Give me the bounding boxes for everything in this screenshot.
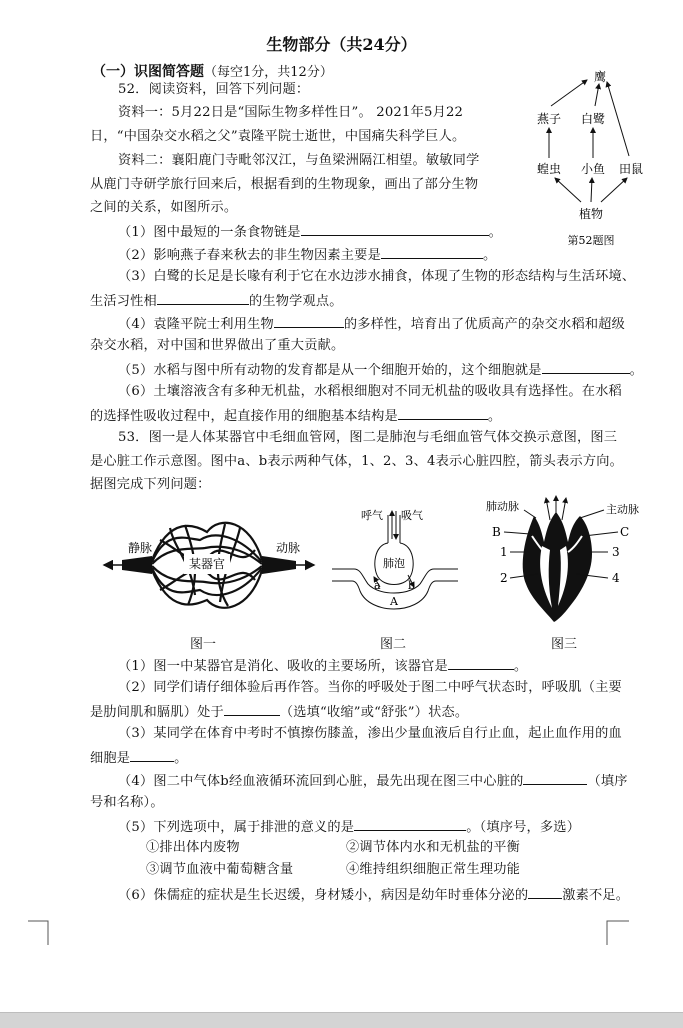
q53-sub1-text: （1）图一中某器官是消化、吸收的主要场所，该器官是 [118,659,448,674]
q53-line1: 53．图一是人体某器官中毛细血管网，图二是肺泡与毛细血管气体交换示意图，图三 [118,430,618,445]
q53-option-2: ②调节体内水和无机盐的平衡 [346,840,521,855]
web-egret: 白鹭 [580,112,606,126]
web-swallow: 燕子 [536,112,562,126]
q52-material1-line2: 日，“中国杂交水稻之父”袁隆平院士逝世，中国痛失科学巨人。 [90,129,466,144]
q52-material2-line1: 资料二：襄阳鹿门寺毗邻汉江，与鱼梁洲隔江相望。敏敏同学 [118,153,480,168]
fig2-inhale-label: 吸气 [401,509,423,522]
q52-sub3-post: 的生物学观点。 [248,294,343,309]
period: 。 [629,363,643,378]
fig3-aorta-label: 主动脉 [606,503,639,516]
fig2-vessel-A-label: A [390,595,398,608]
q52-sub4-line1 [118,314,625,334]
period: 。 [513,659,528,674]
q53-line2: 是心脏工作示意图。图中a、b表示两种气体，1、2、3、4表示心脏四腔，箭头表示方向。 [90,454,624,469]
q52-sub5 [118,360,643,380]
answer-blank[interactable] [224,702,280,716]
fig1-vein-label: 静脉 [127,541,153,555]
answer-blank[interactable] [398,406,488,420]
q52-sub2 [118,245,496,265]
section-note: （每空1分，共12分） [204,65,333,80]
fig3-pulmonary-artery-label: 肺动脉 [486,500,519,513]
fig2-alveolus-label: 肺泡 [383,557,405,570]
arrow-mouse-eagle [607,82,629,156]
q53-sub2-line2 [90,702,468,722]
period: 。 [482,248,497,263]
fig2-caption: 图二 [380,637,407,652]
fig3-label-C: C [620,525,630,539]
period: 。 [488,225,503,240]
q52-sub3-line2 [90,291,343,311]
q53-sub6 [118,885,629,905]
q53-sub5-note: （填序号，多选） [479,820,581,835]
figure-1-capillary-network [100,510,318,630]
q52-material1-line1: 资料一：5月22日是“国际生物多样性日”。 2021年5月22 [118,105,464,120]
section-heading [92,61,333,81]
q52-sub3-line1: （3）白鹭的长足是长喙有利于它在水边涉水捕食，体现了生物的形态结构与生活环境、 [118,269,636,284]
q52-sub4-post: 的多样性，培育出了优质高产的杂交水稻和超级 [343,317,625,332]
web-mouse: 田鼠 [618,162,644,176]
figure-3-heart [484,494,644,630]
q53-sub3-line1: （3）某同学在体育中考时不慎擦伤膝盖，渗出少量血液后自行止血，起止血作用的血 [118,726,622,741]
fig3-label-B: B [492,525,501,539]
q53-option-4: ④维持组织细胞正常生理功能 [346,862,521,877]
q52-material2-line2: 从鹿门寺研学旅行回来后，根据看到的生物现象，画出了部分生物 [90,177,479,192]
q53-sub4-line1 [118,771,628,791]
answer-blank[interactable] [157,291,249,305]
q53-sub1 [118,656,527,676]
page-title: 生物部分（共24分） [266,35,417,54]
q52-sub1 [118,222,502,242]
answer-blank[interactable] [130,748,174,762]
q52-intro: 52．阅读资料，回答下列问题： [118,82,310,97]
q52-sub6-line2 [90,406,501,426]
fig3-caption: 图三 [551,637,578,652]
q53-sub3-text: 细胞是 [90,751,131,766]
fig1-vein-vessel [122,556,152,574]
web-plant: 植物 [578,207,604,221]
fig1-caption: 图一 [190,637,217,652]
period: 。 [466,820,480,835]
answer-blank[interactable] [381,245,483,259]
q53-sub6-pre: （6）侏儒症的症状是生长迟缓，身材矮小，病因是幼年时垂体分泌的 [118,888,529,903]
fig3-label-2: 2 [500,571,508,585]
q53-line3: 据图完成下列问题： [90,477,211,492]
arrow-egret-eagle [595,84,599,106]
q53-sub4-line2: 号和名称）。 [90,795,164,810]
answer-blank[interactable] [301,222,489,236]
q53-sub6-post: 激素不足。 [562,888,630,903]
arrow-plant-fish [591,178,592,202]
section-label: （一）识图简答题 [92,64,204,80]
q52-sub6-text: 的选择性吸收过程中，起直接作用的细胞基本结构是 [90,409,398,424]
q53-sub2-post: （选填“收缩”或“舒张”）状态。 [279,705,469,720]
fig2-gas-a-label: a [374,579,381,592]
fig1-artery-label: 动脉 [275,541,301,555]
web-fish: 小鱼 [580,162,606,176]
q53-sub3-line2 [90,748,188,768]
answer-blank[interactable] [448,656,514,670]
fig3-heart-body [523,512,592,622]
web-caption: 第52题图 [567,234,615,247]
arrow-swallow-eagle [551,80,587,106]
answer-blank[interactable] [523,771,587,785]
answer-blank[interactable] [354,817,466,831]
viewer-bottom-bar [0,1012,683,1028]
q53-sub2-pre: 是肋间肌和膈肌）处于 [90,705,224,720]
q52-sub6-line1: （6）土壤溶液含有多种无机盐，水稻根细胞对不同无机盐的吸收具有选择性。在水稻 [118,384,622,399]
q52-sub3-pre: 生活习性相 [90,294,157,309]
answer-blank[interactable] [528,885,562,899]
q53-sub5-text: （5）下列选项中，属于排泄的意义的是 [118,820,355,835]
fig3-label-3: 3 [612,545,620,559]
food-web-arrows [549,80,629,202]
figure-2-alveolus [328,505,464,630]
q53-sub5 [118,817,580,837]
q53-option-1: ①排出体内废物 [146,840,240,855]
arrow-plant-locust [555,178,581,202]
q53-sub2-line1: （2）同学们请仔细体验后再作答。当你的呼吸处于图二中呼气状态时，呼吸肌（主要 [118,680,622,695]
q52-sub1-text: （1）图中最短的一条食物链是 [118,225,301,240]
food-web-figure [525,60,650,255]
fig2-gas-b-label: b [408,579,416,592]
q52-sub4-line2: 杂交水稻，对中国和世界做出了重大贡献。 [90,338,345,353]
period: 。 [487,409,502,424]
q52-sub2-text: （2）影响燕子春来秋去的非生物因素主要是 [118,248,381,263]
web-locust: 蝗虫 [536,162,562,176]
answer-blank[interactable] [274,314,344,328]
period: 。 [174,751,188,766]
fig3-label-1: 1 [500,545,508,559]
web-eagle: 鹰 [593,70,607,84]
fig2-exhale-label: 呼气 [361,509,383,522]
arrow-plant-mouse [601,178,627,202]
q53-sub4-pre: （4）图二中气体b经血液循环流回到心脏，最先出现在图三中心脏的 [118,774,524,789]
corner-mark-left [28,915,54,947]
q52-sub5-text: （5）水稻与图中所有动物的发育都是从一个细胞开始的，这个细胞就是 [118,363,542,378]
fig1-organ-label: 某器官 [188,557,226,571]
q53-option-3: ③调节血液中葡萄糖含量 [146,862,294,877]
corner-mark-right [603,915,633,947]
q53-sub4-post: （填序 [587,774,628,789]
answer-blank[interactable] [542,360,630,374]
fig3-label-4: 4 [612,571,620,585]
q52-sub4-pre: （4）袁隆平院士利用生物 [118,317,274,332]
q52-material2-line3: 之间的关系，如图所示。 [90,200,238,215]
fig1-artery-vessel [262,556,296,574]
